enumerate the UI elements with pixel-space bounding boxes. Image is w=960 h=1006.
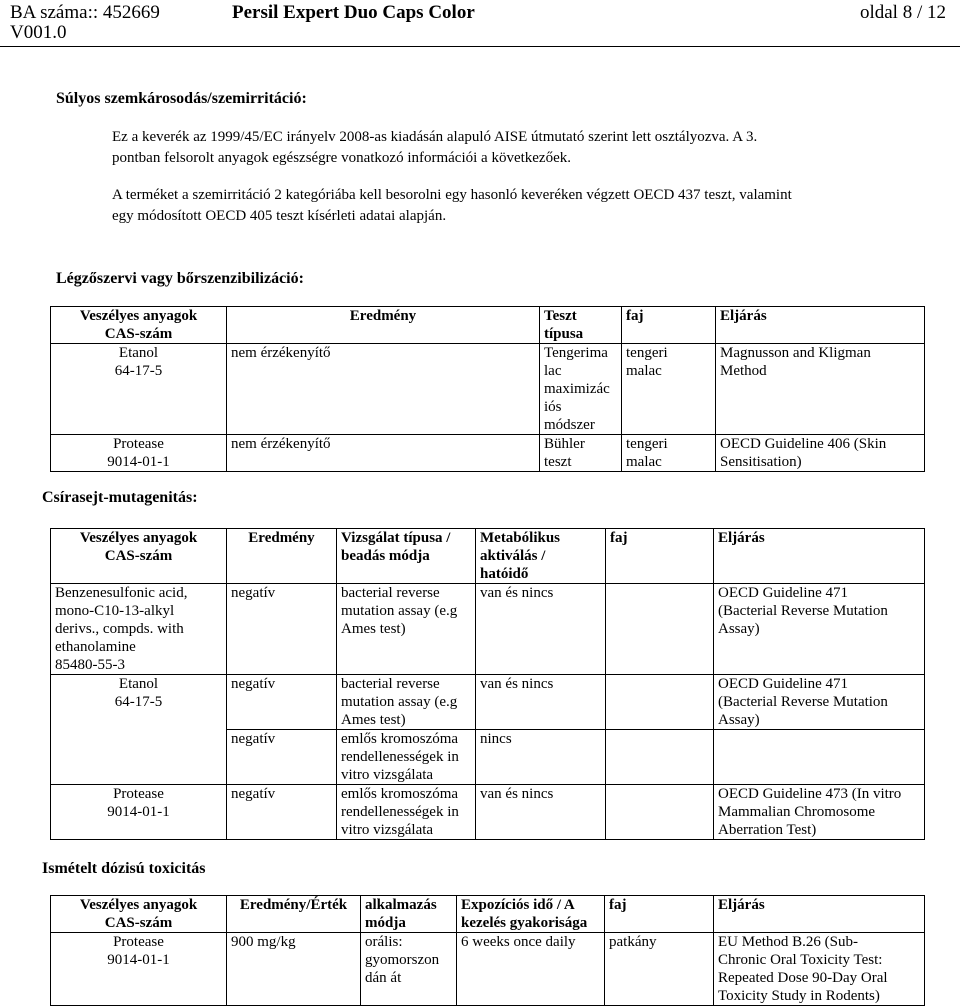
header-test-type: Vizsgálat típusa / beadás módja	[337, 529, 476, 584]
header-test-type: Teszt típusa	[540, 307, 622, 344]
method-cell: EU Method B.26 (Sub- Chronic Oral Toxicity Test: Repeated Dose 90-Day Oral Toxicity Study in Rodents)	[714, 933, 925, 1006]
activation-cell: nincs	[476, 730, 606, 785]
page-indicator: oldal 8 / 12	[859, 2, 946, 23]
activation-cell: van és nincs	[476, 675, 606, 730]
header-application: alkalmazás módja	[361, 896, 457, 933]
sensitization-table	[50, 306, 925, 472]
header-exposure: Expozíciós idő / A kezelés gyakorisága	[457, 896, 605, 933]
substance-cell: Protease 9014-01-1	[51, 933, 227, 1006]
application-cell: orális: gyomorszon dán át	[361, 933, 457, 1006]
value-cell: 900 mg/kg	[227, 933, 361, 1006]
table-row	[51, 344, 925, 435]
eye-para1-line1: Ez a keverék az 1999/45/EC irányelv 2008-as kiadásán alapuló AISE útmutató szerint lett osztályozva. A 3.	[112, 129, 758, 145]
result-cell: negatív	[227, 675, 337, 730]
result-cell: negatív	[227, 584, 337, 675]
substance-cell: Protease 9014-01-1	[51, 785, 227, 840]
table-row	[51, 933, 925, 1006]
method-cell	[714, 730, 925, 785]
test-type-cell: emlős kromoszóma rendellenességek in vitro vizsgálata	[337, 730, 476, 785]
exposure-cell: 6 weeks once daily	[457, 933, 605, 1006]
header-species: faj	[606, 529, 714, 584]
header-method: Eljárás	[714, 529, 925, 584]
header-activation: Metabólikus aktiválás / hatóidő	[476, 529, 606, 584]
species-cell: patkány	[605, 933, 714, 1006]
table-row	[51, 584, 925, 675]
product-title: Persil Expert Duo Caps Color	[232, 2, 475, 23]
mutagenicity-heading: Csírasejt-mutagenitás:	[42, 489, 198, 506]
eye-para1-line2: pontban felsorolt anyagok egészségre vonatkozó információi a következőek.	[112, 150, 572, 166]
header-species: faj	[605, 896, 714, 933]
header-result: Eredmény	[227, 529, 337, 584]
result-cell: negatív	[227, 785, 337, 840]
activation-cell: van és nincs	[476, 584, 606, 675]
method-cell: OECD Guideline 471 (Bacterial Reverse Mutation Assay)	[714, 584, 925, 675]
eye-irritation-heading: Súlyos szemkárosodás/szemirritáció:	[56, 90, 307, 107]
species-cell	[606, 675, 714, 730]
mutagenicity-table	[50, 528, 925, 840]
substance-cell: Etanol 64-17-5	[51, 675, 227, 785]
method-cell: OECD Guideline 473 (In vitro Mammalian Chromosome Aberration Test)	[714, 785, 925, 840]
header-substance: Veszélyes anyagok CAS-szám	[51, 896, 227, 933]
header-method: Eljárás	[714, 896, 925, 933]
header-method: Eljárás	[716, 307, 925, 344]
header-substance: Veszélyes anyagok CAS-szám	[51, 307, 227, 344]
activation-cell: van és nincs	[476, 785, 606, 840]
test-type-cell: bacterial reverse mutation assay (e.g Ames test)	[337, 584, 476, 675]
table-header-row	[51, 896, 925, 933]
result-cell: negatív	[227, 730, 337, 785]
test-type-cell: Tengerima lac maximizác iós módszer	[540, 344, 622, 435]
table-row	[51, 785, 925, 840]
table-row	[51, 435, 925, 472]
repeated-dose-table	[50, 895, 925, 1006]
page-header	[0, 0, 960, 47]
document-number: BA száma:: 452669	[10, 2, 160, 23]
species-cell	[606, 584, 714, 675]
species-cell: tengeri malac	[622, 435, 716, 472]
test-type-cell: bacterial reverse mutation assay (e.g Ames test)	[337, 675, 476, 730]
header-value: Eredmény/Érték	[227, 896, 361, 933]
method-cell: OECD Guideline 406 (Skin Sensitisation)	[716, 435, 925, 472]
table-row	[51, 675, 925, 730]
eye-para2-line2: egy módosított OECD 405 teszt kísérleti adatai alapján.	[112, 208, 447, 224]
repeated-dose-heading: Ismételt dózisú toxicitás	[42, 860, 206, 877]
substance-cell: Protease 9014-01-1	[51, 435, 227, 472]
species-cell	[606, 785, 714, 840]
header-substance: Veszélyes anyagok CAS-szám	[51, 529, 227, 584]
sensitization-heading: Légzőszervi vagy bőrszenzibilizáció:	[56, 270, 304, 287]
species-cell: tengeri malac	[622, 344, 716, 435]
substance-cell: Etanol 64-17-5	[51, 344, 227, 435]
result-cell: nem érzékenyítő	[227, 344, 540, 435]
table-header-row	[51, 307, 925, 344]
version-number: V001.0	[10, 22, 67, 43]
test-type-cell: emlős kromoszóma rendellenességek in vitro vizsgálata	[337, 785, 476, 840]
table-header-row	[51, 529, 925, 584]
substance-cell: Benzenesulfonic acid, mono-C10-13-alkyl derivs., compds. with ethanolamine 85480-55-3	[51, 584, 227, 675]
species-cell	[606, 730, 714, 785]
method-cell: OECD Guideline 471 (Bacterial Reverse Mutation Assay)	[714, 675, 925, 730]
test-type-cell: Bühler teszt	[540, 435, 622, 472]
header-result: Eredmény	[227, 307, 540, 344]
eye-para2-line1: A terméket a szemirritáció 2 kategóriába kell besorolni egy hasonló keveréken végzett OECD 437 teszt, valamint	[112, 187, 792, 203]
header-species: faj	[622, 307, 716, 344]
result-cell: nem érzékenyítő	[227, 435, 540, 472]
method-cell: Magnusson and Kligman Method	[716, 344, 925, 435]
